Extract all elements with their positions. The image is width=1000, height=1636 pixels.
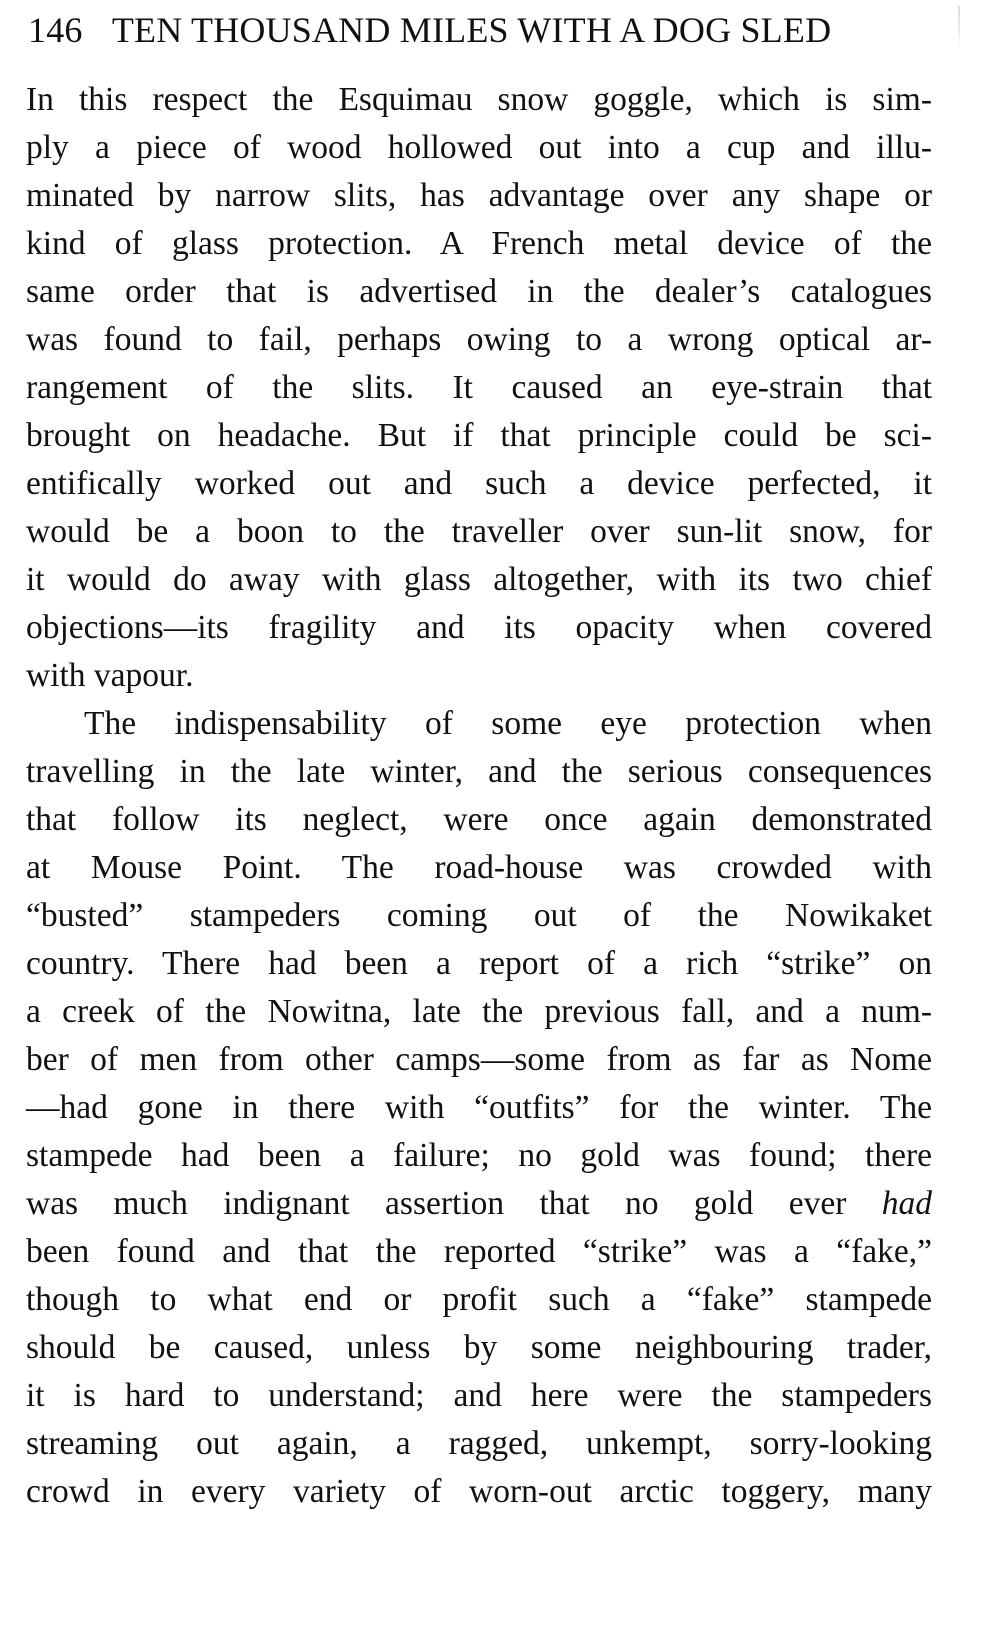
text-line: “busted” stampeders coming out of the Nowikaket [26,897,932,934]
scan-edge-mark [958,6,960,50]
text-line: at Mouse Point. The road-house was crowded with [26,849,932,886]
text-line: with vapour. [26,657,194,694]
text-line: —had gone in there with “outfits” for the winter. The [26,1089,932,1126]
text-line: stampede had been a failure; no gold was found; there [26,1137,932,1174]
text-line-start: was much indignant assertion that no gold ever [26,1185,847,1222]
text-line: streaming out again, a ragged, unkempt, sorry-looking [26,1425,932,1462]
text-line: brought on headache. But if that principle could be sci- [26,417,932,454]
text-line: ber of men from other camps—some from as far as Nome [26,1041,932,1078]
text-line: country. There had been a report of a rich “strike” on [26,945,932,982]
text-line: ply a piece of wood hollowed out into a cup and illu- [26,129,932,166]
running-head [28,2,938,58]
text-line-with-emphasis [26,1180,932,1228]
text-line: objections—its fragility and its opacity when covered [26,609,932,646]
text-line: would be a boon to the traveller over sun-lit snow, for [26,513,932,550]
text-line: a creek of the Nowitna, late the previous fall, and a num- [26,993,932,1030]
text-line: minated by narrow slits, has advantage over any shape or [26,177,932,214]
text-line: travelling in the late winter, and the serious consequences [26,753,932,790]
text-line: been found and that the reported “strike” was a “fake,” [26,1233,932,1270]
page-number: 146 [28,10,83,50]
text-line: should be caused, unless by some neighbouring trader, [26,1329,932,1366]
text-line: same order that is advertised in the dealer’s catalogues [26,273,932,310]
text-line: it is hard to understand; and here were the stampeders [26,1377,932,1414]
running-head-title: TEN THOUSAND MILES WITH A DOG SLED [111,10,832,50]
text-line: it would do away with glass altogether, with its two chief [26,561,932,598]
text-line: crowd in every variety of worn-out arctic toggery, many [26,1473,932,1510]
text-line: was found to fail, perhaps owing to a wrong optical ar- [26,321,932,358]
text-line: entifically worked out and such a device perfected, it [26,465,932,502]
text-line: In this respect the Esquimau snow goggle, which is sim- [26,81,932,118]
text-line: rangement of the slits. It caused an eye-strain that [26,369,932,406]
text-line: that follow its neglect, were once again demonstrated [26,801,932,838]
text-line: kind of glass protection. A French metal device of the [26,225,932,262]
text-line: though to what end or profit such a “fake” stampede [26,1281,932,1318]
text-line: The indispensability of some eye protection when [84,705,932,742]
emphasis-word: had [881,1185,933,1222]
body-text [26,76,932,1516]
